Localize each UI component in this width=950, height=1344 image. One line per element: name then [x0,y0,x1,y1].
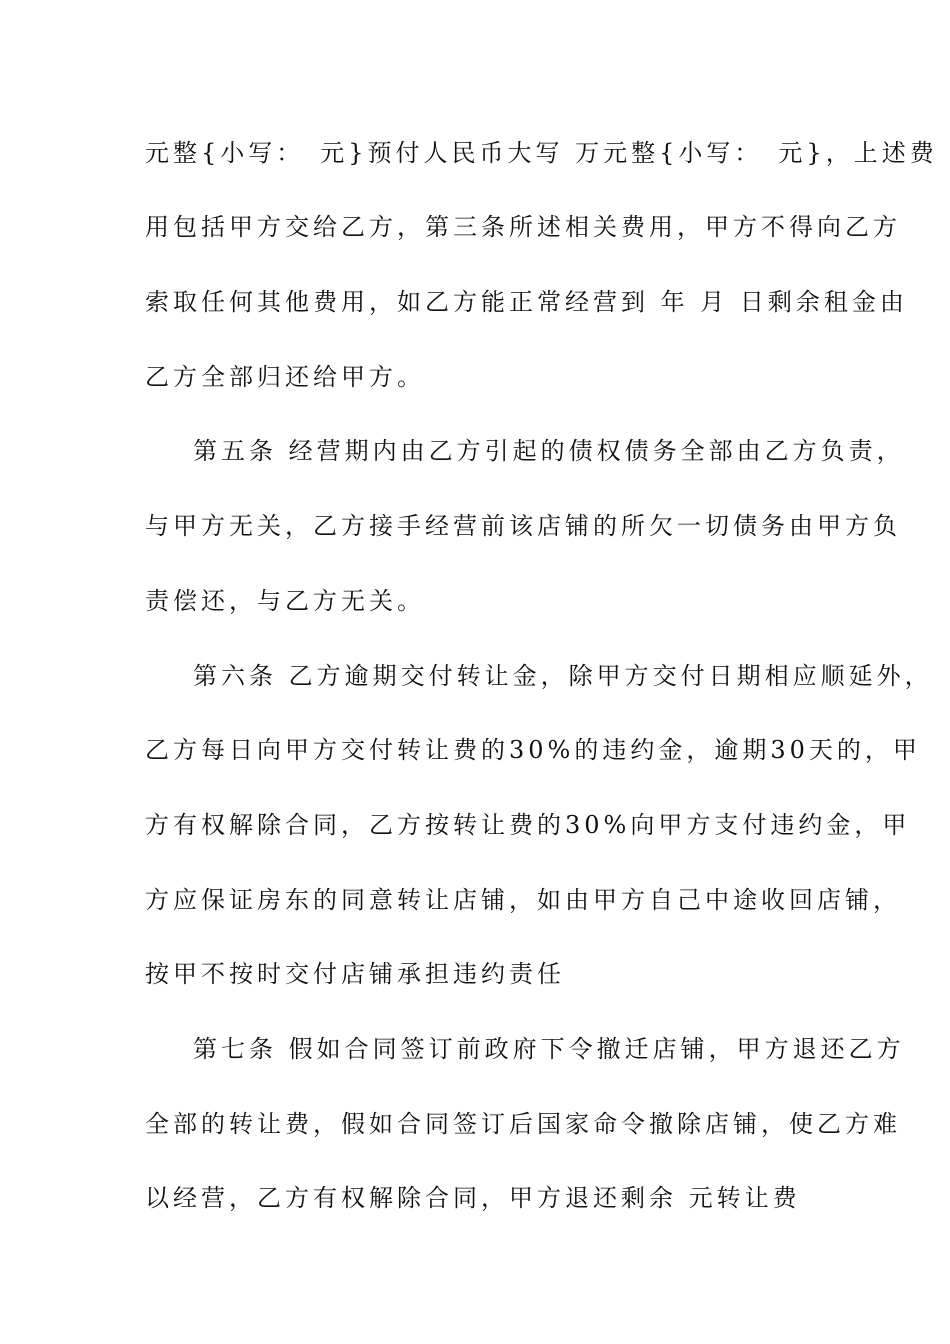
article-6-heading-line: 第六条 乙方逾期交付转让金，除甲方交付日期相应顺延外， [193,662,933,690]
text-line-2: 用包括甲方交给乙方，第三条所述相关费用，甲方不得向乙方 [145,213,901,241]
text-line-6: 与甲方无关，乙方接手经营前该店铺的所欠一切债务由甲方负 [145,512,901,540]
text-line-12: 按甲不按时交付店铺承担违约责任 [145,960,565,988]
text-line-10: 方有权解除合同，乙方按转让费的30%向甲方支付违约金，甲 [145,811,911,839]
text-line-14: 全部的转让费，假如合同签订后国家命令撤除店铺，使乙方难 [145,1110,901,1138]
text-line-11: 方应保证房东的同意转让店铺，如由甲方自己中途收回店铺， [145,886,901,914]
article-5-heading-line: 第五条 经营期内由乙方引起的债权债务全部由乙方负责， [193,437,905,465]
text-line-15: 以经营，乙方有权解除合同，甲方退还剩余 元转让费 [145,1184,801,1212]
article-7-heading-line: 第七条 假如合同签订前政府下令撤迁店铺，甲方退还乙方 [193,1035,905,1063]
text-line-3: 索取任何其他费用，如乙方能正常经营到 年 月 日剩余租金由 [145,288,908,316]
text-line-9: 乙方每日向甲方交付转让费的30%的违约金，逾期30天的，甲 [145,736,921,764]
text-line-1: 元整{小写： 元}预付人民币大写 万元整{小写： 元}，上述费 [145,139,938,167]
text-line-7: 责偿还，与乙方无关。 [145,587,425,615]
text-line-4: 乙方全部归还给甲方。 [145,363,425,391]
